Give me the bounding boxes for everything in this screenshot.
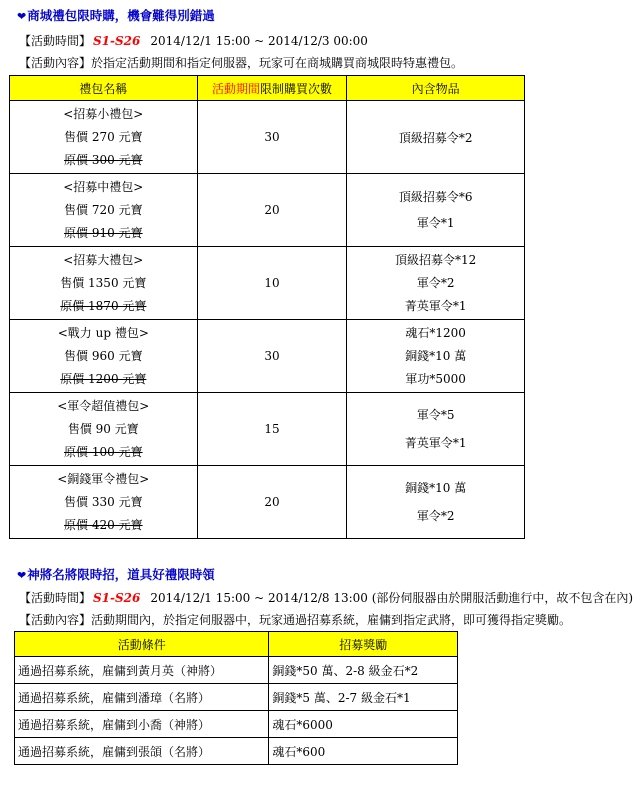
items-cell	[347, 247, 525, 320]
condition-cell: 通過招募系統，雇傭到張頜（名將）	[15, 738, 269, 765]
package-price: 售價 720 元寶	[64, 202, 143, 217]
section1-time-line	[19, 32, 368, 49]
package-price: 售價 330 元寶	[64, 494, 143, 509]
package-original-price: 原價 300 元寶	[64, 152, 143, 167]
table-row	[10, 320, 525, 393]
header-reward: 招募獎勵	[269, 632, 458, 657]
package-original-price: 原價 910 元寶	[64, 225, 143, 240]
item: 銅錢*10 萬	[405, 481, 467, 495]
items-cell	[347, 174, 525, 247]
table-row	[10, 101, 525, 174]
table-row	[15, 684, 458, 711]
package-original-price: 原價 100 元寶	[64, 444, 143, 459]
package-name: <招募中禮包>	[63, 179, 144, 194]
table-row	[15, 738, 458, 765]
package-price: 售價 90 元寶	[67, 421, 139, 436]
package-cell	[10, 393, 198, 466]
table-row	[10, 393, 525, 466]
items-cell	[347, 320, 525, 393]
condition-cell: 通過招募系統，雇傭到小喬（神將）	[15, 711, 269, 738]
time-label: 【活動時間】	[19, 591, 92, 605]
reward-cell: 銅錢*50 萬、2-8 級金石*2	[269, 657, 458, 684]
package-table	[9, 75, 525, 539]
package-price: 售價 960 元寶	[64, 348, 143, 363]
package-cell	[10, 174, 198, 247]
item: 魂石*1200	[405, 325, 466, 340]
header-condition: 活動條件	[15, 632, 269, 657]
table-row	[10, 247, 525, 320]
item: 頂級招募令*2	[398, 130, 473, 145]
header-purchase-limit	[197, 76, 347, 101]
item: 菁英軍令*1	[404, 436, 467, 450]
item: 軍功*5000	[405, 371, 466, 386]
table-header-row	[10, 76, 525, 101]
table-row	[15, 711, 458, 738]
heart-icon: ❤	[17, 569, 27, 582]
reward-cell: 魂石*600	[269, 738, 458, 765]
package-name: <戰力 up 禮包>	[57, 325, 149, 340]
package-cell	[10, 466, 198, 539]
section1-heading-text: 商城禮包限時購，機會難得別錯過	[27, 8, 215, 23]
section2-content-line	[19, 611, 571, 628]
table-header-row	[15, 632, 458, 657]
purchase-limit: 10	[197, 247, 347, 320]
header-limit-red: 活動期間	[211, 81, 260, 96]
server-range: S1-S26	[93, 34, 141, 48]
items-cell	[347, 393, 525, 466]
header-limit-rest: 限制購買次數	[259, 81, 332, 96]
recruit-reward-table	[14, 631, 458, 765]
item: 銅錢*10 萬	[405, 348, 467, 363]
package-name: <招募小禮包>	[63, 106, 144, 121]
reward-cell: 銅錢*5 萬、2-7 級金石*1	[269, 684, 458, 711]
package-cell	[10, 101, 198, 174]
time-value: 2014/12/1 15:00 ~ 2014/12/3 00:00	[150, 34, 368, 48]
header-package-name: 禮包名稱	[10, 76, 198, 101]
package-cell	[10, 247, 198, 320]
items-cell	[347, 101, 525, 174]
items-cell	[347, 466, 525, 539]
content-label: 【活動內容】	[19, 613, 92, 627]
item: 軍令*1	[416, 216, 455, 230]
table-row	[15, 657, 458, 684]
purchase-limit: 20	[197, 174, 347, 247]
package-name: <軍令超值禮包>	[57, 398, 150, 413]
table-row	[10, 466, 525, 539]
item: 軍令*2	[416, 275, 455, 290]
time-label: 【活動時間】	[19, 34, 92, 48]
content-label: 【活動內容】	[19, 56, 92, 70]
reward-cell: 魂石*6000	[269, 711, 458, 738]
package-name: <招募大禮包>	[63, 252, 144, 267]
content-text: 活動期間內，於指定伺服器中，玩家通過招募系統，雇傭到指定武將，即可獲得指定獎勵。	[91, 613, 572, 627]
item: 頂級招募令*12	[395, 252, 477, 267]
heart-icon: ❤	[17, 10, 27, 23]
item: 軍令*5	[416, 408, 455, 422]
section2-heading	[17, 565, 215, 583]
package-name: <銅錢軍令禮包>	[57, 471, 150, 486]
package-original-price: 原價 1870 元寶	[60, 298, 147, 313]
section1-heading	[17, 6, 215, 24]
section2-heading-text: 神將名將限時招，道具好禮限時領	[27, 567, 215, 582]
purchase-limit: 30	[197, 320, 347, 393]
package-original-price: 原價 1200 元寶	[60, 371, 147, 386]
table-row	[10, 174, 525, 247]
content-text: 於指定活動期間和指定伺服器，玩家可在商城購買商城限時特惠禮包。	[91, 56, 464, 70]
purchase-limit: 20	[197, 466, 347, 539]
package-price: 售價 1350 元寶	[60, 275, 147, 290]
condition-cell: 通過招募系統，雇傭到黃月英（神將）	[15, 657, 269, 684]
time-value: 2014/12/1 15:00 ~ 2014/12/8 13:00 (部份伺服器由於開服活動進行中，故不包含在內)	[150, 591, 634, 605]
package-price: 售價 270 元寶	[64, 129, 143, 144]
item: 頂級招募令*6	[398, 190, 473, 204]
purchase-limit: 15	[197, 393, 347, 466]
section2-time-line	[19, 589, 633, 606]
header-items: 內含物品	[347, 76, 525, 101]
server-range: S1-S26	[93, 591, 141, 605]
section1-content-line	[19, 54, 463, 71]
package-cell	[10, 320, 198, 393]
item: 軍令*2	[416, 509, 455, 523]
purchase-limit: 30	[197, 101, 347, 174]
package-original-price: 原價 420 元寶	[64, 517, 143, 532]
condition-cell: 通過招募系統，雇傭到潘璋（名將）	[15, 684, 269, 711]
item: 菁英軍令*1	[404, 298, 467, 313]
